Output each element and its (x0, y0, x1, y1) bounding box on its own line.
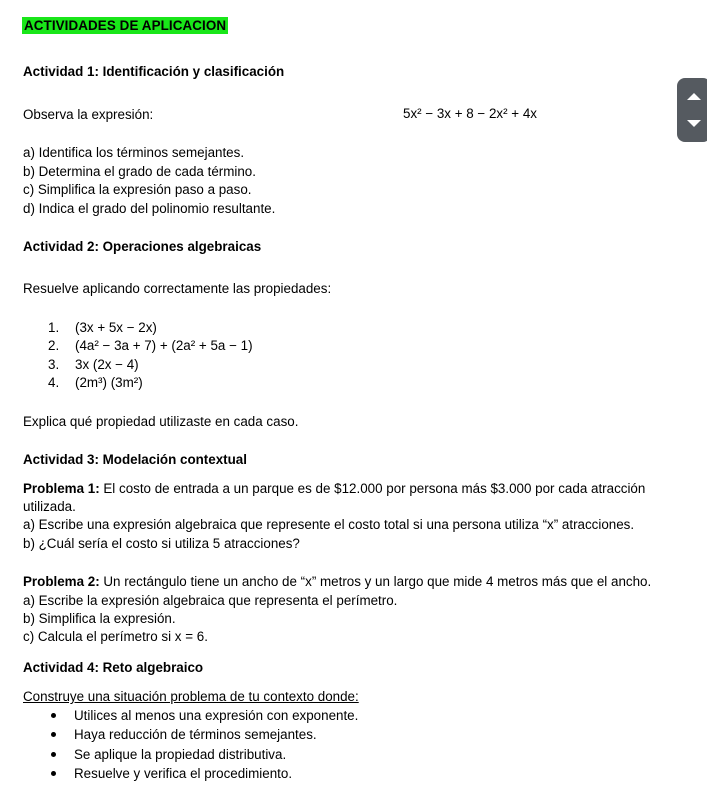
challenge-item: Haya reducción de términos semejantes. (74, 727, 317, 742)
activity-2-intro: Resuelve aplicando correctamente las propiedades: (23, 281, 332, 296)
problem-2-item: a) Escribe la expresión algebraica que representa el perímetro. (23, 593, 398, 608)
exercise: 3x (2x − 4) (75, 357, 139, 372)
exercise-number: 2. (48, 338, 60, 353)
bullet-icon (51, 771, 56, 776)
scroll-down-icon[interactable] (687, 120, 701, 127)
exercise-number: 3. (48, 357, 60, 372)
bullet-icon (51, 752, 56, 757)
problem-1-text-continued: utilizada. (23, 499, 76, 514)
problem-1-item: b) ¿Cuál sería el costo si utiliza 5 atracciones? (23, 536, 300, 551)
problem-1-text: El costo de entrada a un parque es de $12.000 por persona más $3.000 por cada atracción (99, 481, 646, 496)
document-title: ACTIVIDADES DE APLICACION (24, 18, 227, 33)
problem-1-label: Problema 1: (23, 481, 100, 496)
problem-2-label: Problema 2: (23, 574, 100, 589)
activity-2-heading: Actividad 2: Operaciones algebraicas (23, 239, 262, 254)
activity-1-item: d) Indica el grado del polinomio resultante. (23, 201, 276, 216)
activity-1-heading: Actividad 1: Identificación y clasificación (23, 64, 285, 79)
activity-1-item: c) Simplifica la expresión paso a paso. (23, 182, 252, 197)
challenge-item: Se aplique la propiedad distributiva. (74, 747, 287, 762)
activity-3-heading: Actividad 3: Modelación contextual (23, 452, 247, 467)
exercise: (4a² − 3a + 7) + (2a² + 5a − 1) (75, 338, 253, 353)
observe-label: Observa la expresión: (23, 107, 154, 122)
expression: 5x² − 3x + 8 − 2x² + 4x (403, 106, 537, 121)
bullet-icon (51, 713, 56, 718)
scroll-navigator (677, 78, 707, 142)
exercise: (2m³) (3m²) (75, 375, 143, 390)
activity-4-intro: Construye una situación problema de tu contexto donde: (23, 689, 359, 704)
problem-2-item: c) Calcula el perímetro si x = 6. (23, 629, 208, 644)
problem-1-item: a) Escribe una expresión algebraica que represente el costo total si una persona utiliza “x” atracciones. (23, 517, 635, 532)
bullet-icon (51, 732, 56, 737)
scroll-up-icon[interactable] (687, 93, 701, 100)
activity-2-explain: Explica qué propiedad utilizaste en cada caso. (23, 414, 299, 429)
exercise: (3x + 5x − 2x) (75, 320, 157, 335)
activity-1-item: a) Identifica los términos semejantes. (23, 145, 245, 160)
problem-2-text: Un rectángulo tiene un ancho de “x” metros y un largo que mide 4 metros más que el ancho. (99, 574, 652, 589)
challenge-item: Utilices al menos una expresión con exponente. (74, 708, 359, 723)
challenge-item: Resuelve y verifica el procedimiento. (74, 766, 293, 781)
problem-1-line (23, 481, 645, 497)
problem-2-line (23, 574, 651, 590)
activity-1-item: b) Determina el grado de cada término. (23, 164, 256, 179)
activity-4-heading: Actividad 4: Reto algebraico (23, 660, 204, 675)
exercise-number: 1. (48, 320, 60, 335)
problem-2-item: b) Simplifica la expresión. (23, 611, 176, 626)
exercise-number: 4. (48, 375, 60, 390)
